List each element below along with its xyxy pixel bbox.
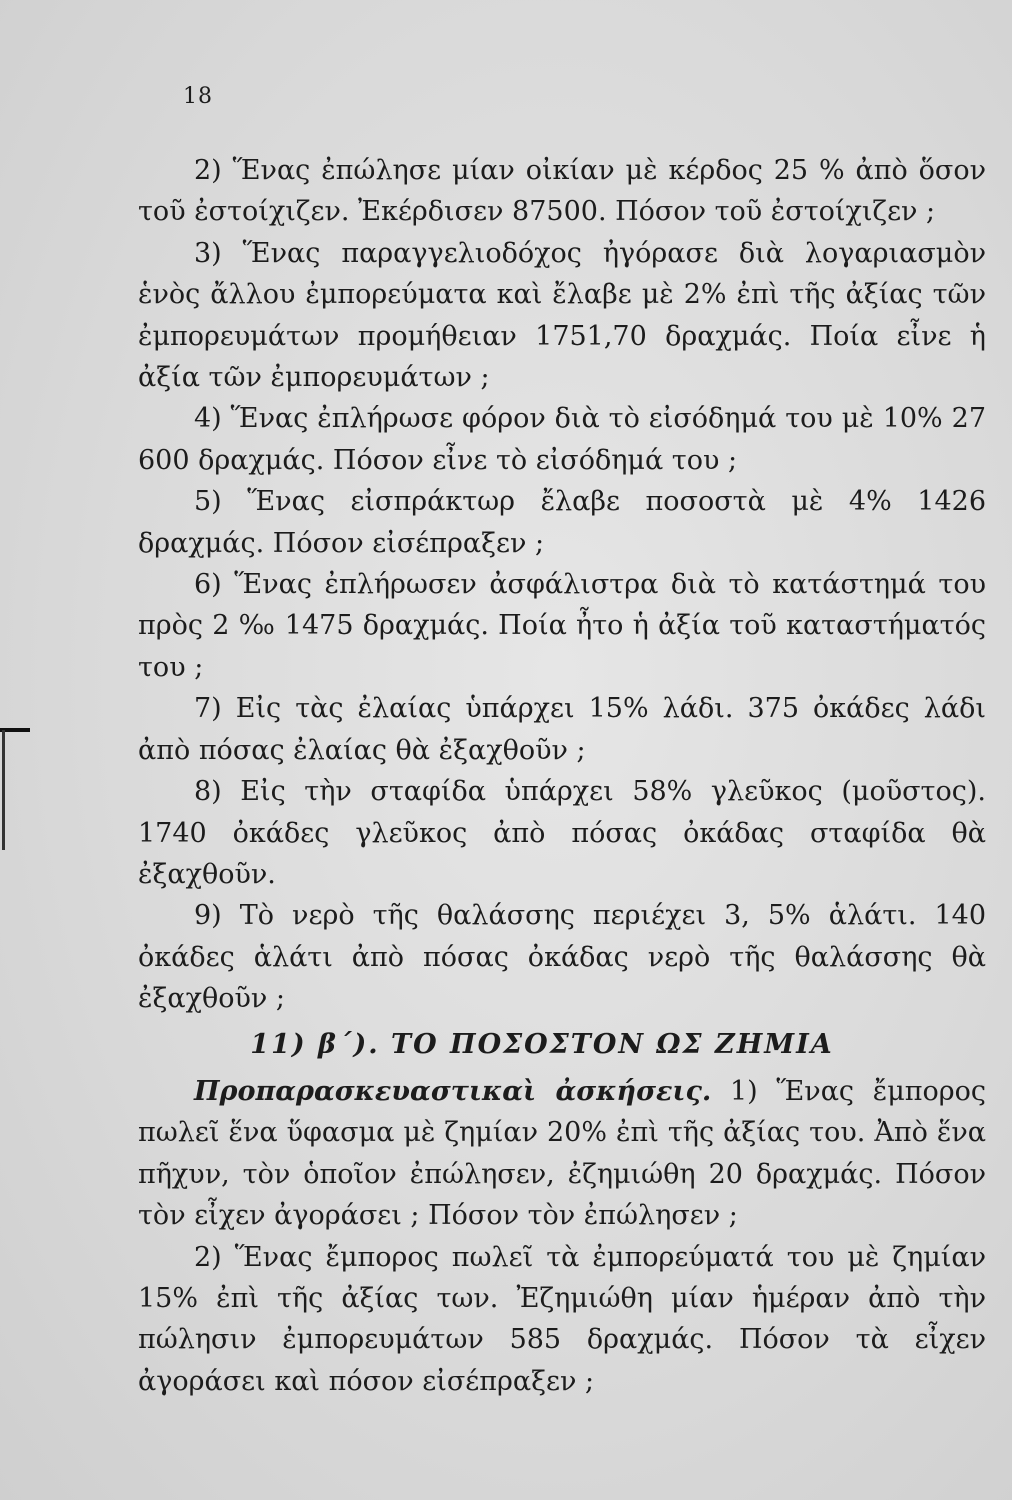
exercise-paragraph: 2) Ἕνας ἐπώλησε μίαν οἰκίαν μὲ κέρδος 25 % ἀπὸ ὅσον τοῦ ἐστοίχιζεν. Ἐκέρδισεν 87500. Πόσον τοῦ ἐστοίχιζεν ; [138,155,986,228]
page-text [138,150,986,1402]
exercise-paragraph [138,1071,986,1237]
exercise-paragraph: 9) Τὸ νερὸ τῆς θαλάσσης περιέχει 3, 5% ἁλάτι. 140 ὀκάδες ἁλάτι ἀπὸ πόσας ὀκάδας νερὸ τῆς θαλάσσης θὰ ἐξαχθοῦν ; [138,900,986,1015]
exercise-text: 1) Ἕνας ἔμπορος πωλεῖ ἕνα ὕφασμα μὲ ζημίαν 20% ἐπὶ τῆς ἀξίας του. Ἀπὸ ἕνα πῆχυν, τὸν ὁποῖον ἐπώλησεν, ἐζημιώθη 20 δραχμάς. Πόσον τὸν εἶχεν ἀγοράσει ; Πόσον τὸν ἐπώλησεν ; [138,1075,986,1232]
exercise-paragraph: 3) Ἕνας παραγγελιοδόχος ἠγόρασε διὰ λογαριασμὸν ἑνὸς ἄλλου ἐμπορεύματα καὶ ἔλαβε μὲ 2% ἐπὶ τῆς ἀξίας τῶν ἐμπορευμάτων προμήθειαν 1751,70 δραχμάς. Ποία εἶνε ἡ ἀξία τῶν ἐμπορευμάτων ; [138,237,986,394]
page-number: 18 [183,84,213,109]
exercise-paragraph: 4) Ἕνας ἐπλήρωσε φόρον διὰ τὸ εἰσόδημά του μὲ 10% 27 600 δραχμάς. Πόσον εἶνε τὸ εἰσόδημά του ; [138,403,986,476]
binding-edge-line [2,730,5,850]
exercise-paragraph: 5) Ἕνας εἰσπράκτωρ ἔλαβε ποσοστὰ μὲ 4% 1426 δραχμάς. Πόσον εἰσέπραξεν ; [138,486,986,559]
exercises-lead: Προπαρασκευαστικαὶ ἀσκήσεις. [194,1075,712,1107]
exercise-paragraph: 7) Εἰς τὰς ἐλαίας ὑπάρχει 15% λάδι. 375 ὀκάδες λάδι ἀπὸ πόσας ἐλαίας θὰ ἐξαχθοῦν ; [138,693,986,766]
section-heading: 11) β΄). ΤΟ ΠΟΣΟΣΤΟΝ ΩΣ ΖΗΜΙΑ [250,1028,834,1060]
exercise-paragraph: 6) Ἕνας ἐπλήρωσεν ἀσφάλιστρα διὰ τὸ κατάστημά του πρὸς 2 ‰ 1475 δραχμάς. Ποία ἦτο ἡ ἀξία τοῦ καταστήματός του ; [138,569,986,683]
exercise-paragraph: 2) Ἕνας ἔμπορος πωλεῖ τὰ ἐμπορεύματά του μὲ ζημίαν 15% ἐπὶ τῆς ἀξίας των. Ἐζημιώθη μίαν ἡμέραν ἀπὸ τὴν πώλησιν ἐμπορευμάτων 585 δραχμάς. Πόσον τὰ εἶχεν ἀγοράσει καὶ πόσον εἰσέπραξεν ; [138,1241,986,1397]
exercise-paragraph: 8) Εἰς τὴν σταφίδα ὑπάρχει 58% γλεῦκος (μοῦστος). 1740 ὀκάδες γλεῦκος ἀπὸ πόσας ὀκάδας σταφίδα θὰ ἐξαχθοῦν. [138,776,986,890]
